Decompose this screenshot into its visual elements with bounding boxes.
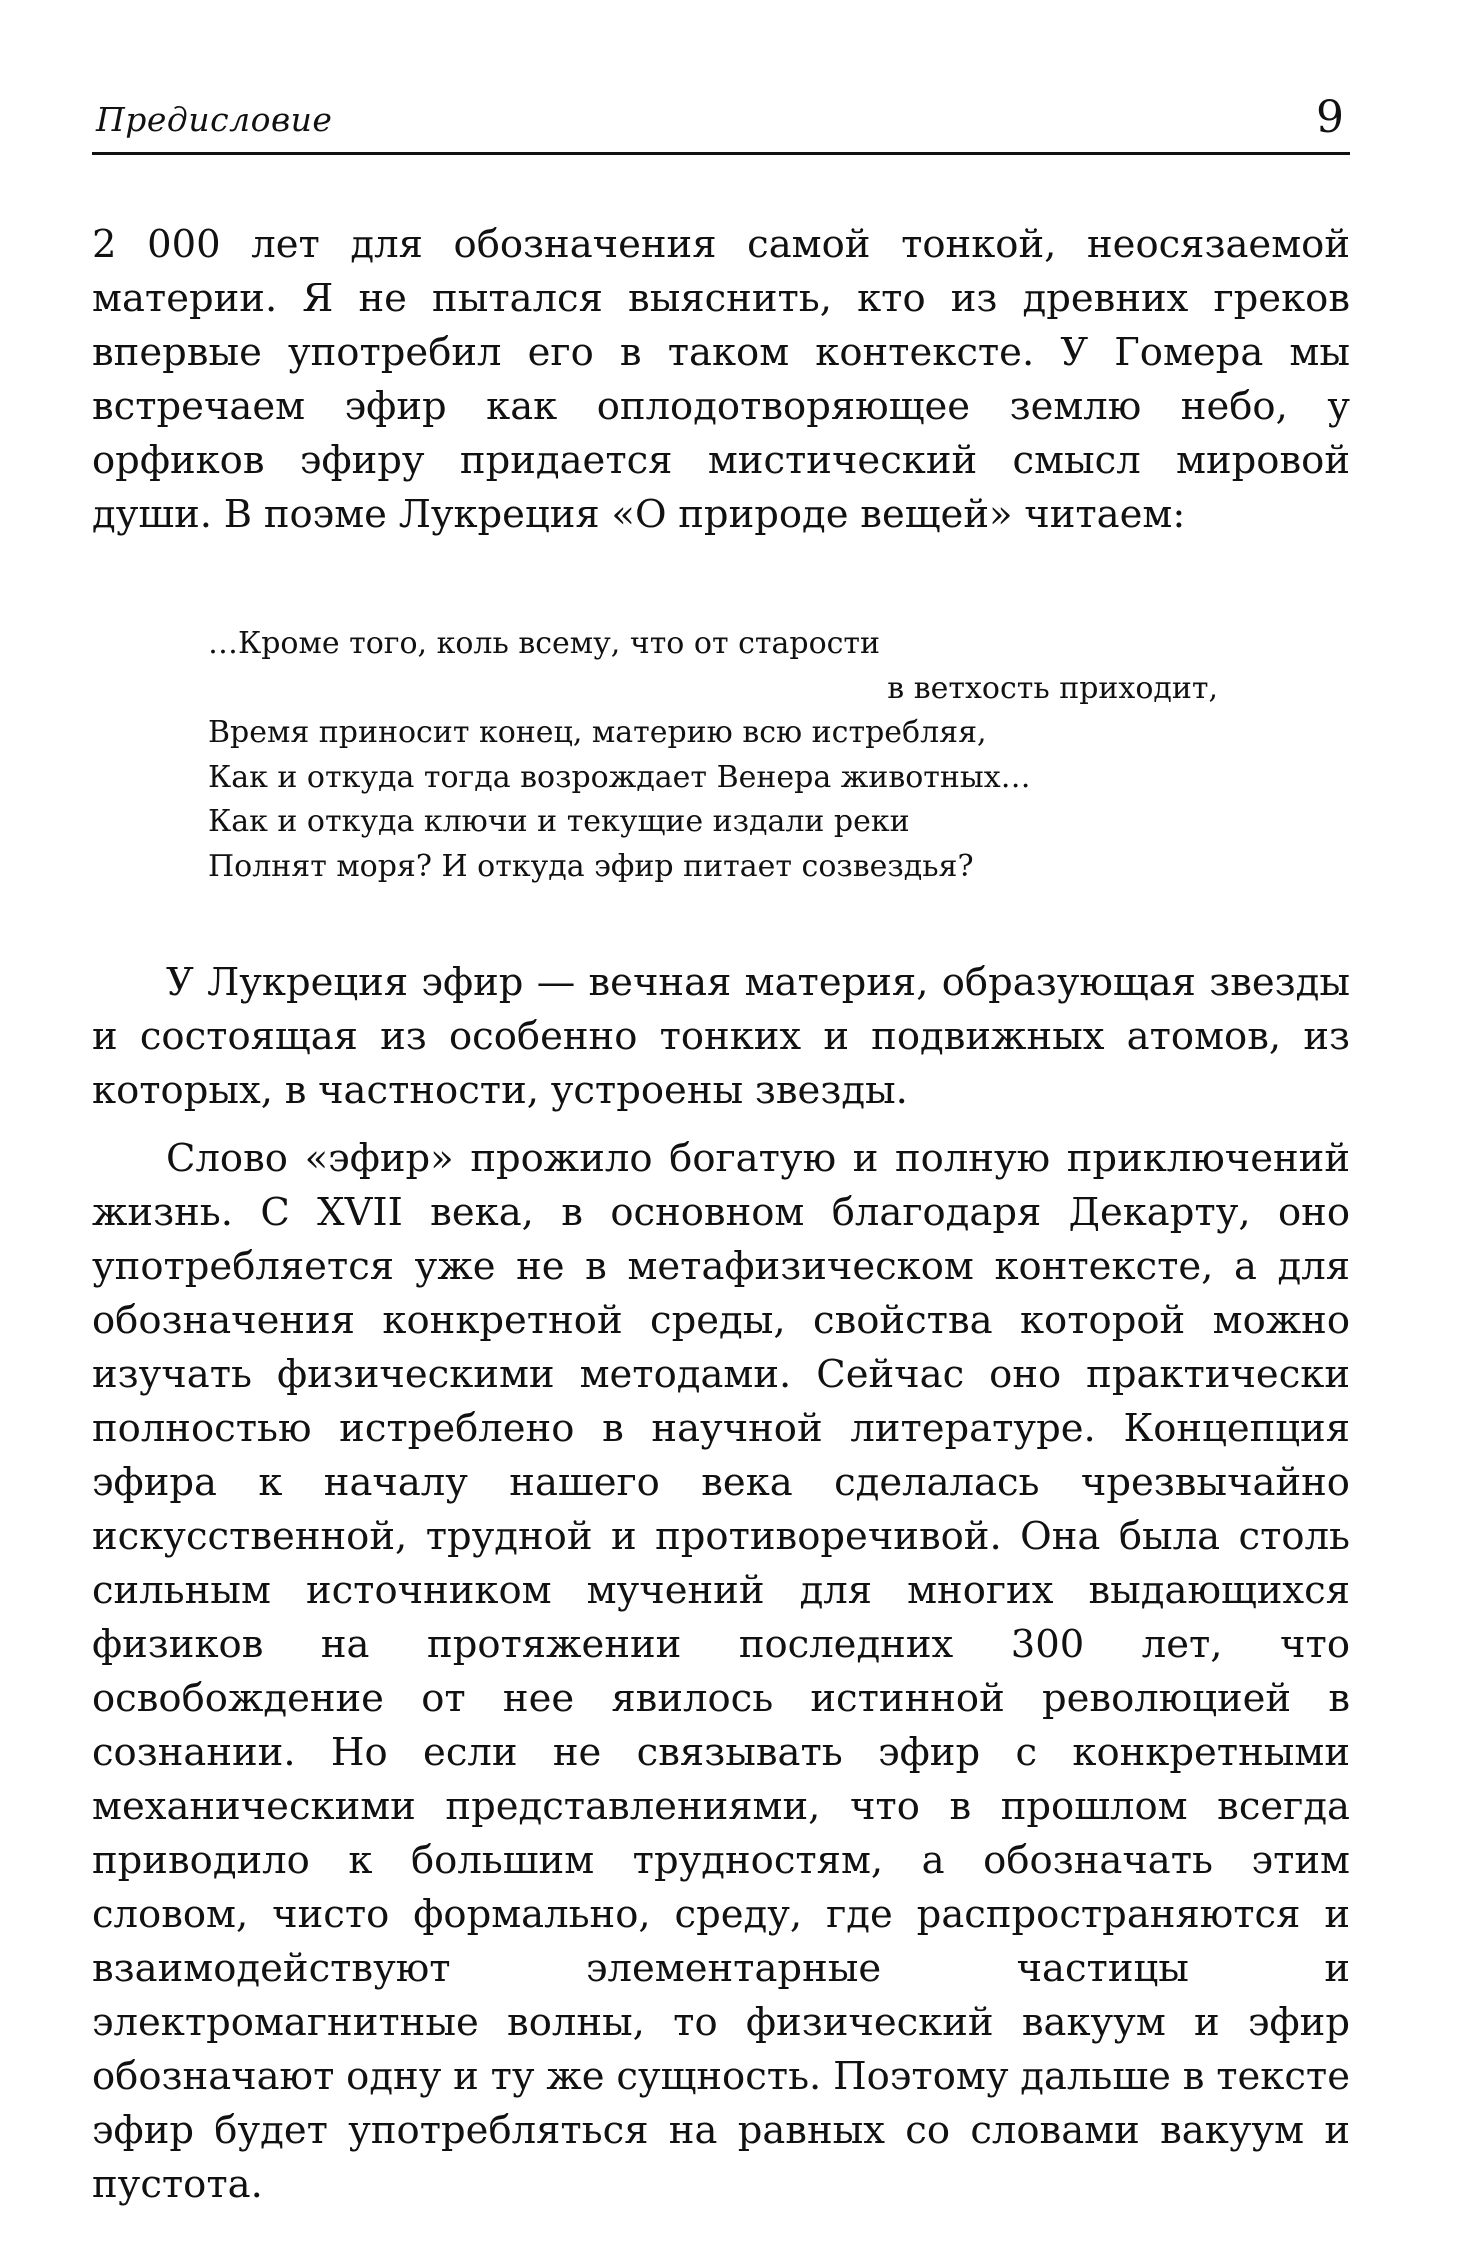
- verse-quote: [208, 622, 1218, 889]
- paragraph-intro: [92, 218, 1350, 542]
- paragraph-text: 2 000 лет для обозначения самой тонкой, неосязаемой материи. Я не пытался выяснить, кто из древних греков впервые употребил его в таком контексте. У Гомера мы встречаем эфир как оплодотворяющее землю небо, у орфиков эфиру придается мистический смысл мировой души. В поэме Лукреция «О природе вещей» читаем:: [92, 222, 1350, 537]
- verse-line: Как и откуда тогда возрождает Венера животных…: [208, 759, 1031, 795]
- page-number: 9: [1316, 92, 1344, 143]
- running-header: [92, 92, 1350, 155]
- verse-line: …Кроме того, коль всему, что от старости: [208, 626, 881, 661]
- book-page: [92, 0, 1350, 2267]
- verse-line-continuation: в ветхость приходит,: [887, 670, 1218, 706]
- verse-line: Время приносит конец, материю всю истребляя,: [208, 715, 987, 750]
- verse-line: Как и откуда ключи и текущие издали реки: [208, 804, 910, 839]
- verse-line: Полнят моря? И откуда эфир питает созвездья?: [208, 848, 974, 884]
- paragraph-lucretius: [92, 956, 1350, 1118]
- paragraph-ether-history: [92, 1132, 1350, 2212]
- running-title: Предисловие: [96, 100, 333, 139]
- paragraph-text: Слово «эфир» прожило богатую и полную приключений жизнь. С XVII века, в основном благодаря Декарту, оно употребляется уже не в метафизическом контексте, а для обозначения конкретной среды, свойства которой можно изучать физическими методами. Сейчас оно практически полностью истреблено в научной литературе. Концепция эфира к началу нашего века сделалась чрезвычайно искусственной, трудной и противоречивой. Она была столь сильным источником мучений для многих выдающихся физиков на протяжении последних 300 лет, что освобождение от нее явилось истинной революцией в сознании. Но если не связывать эфир с конкретными механическими представлениями, что в прошлом всегда приводило к большим трудностям, а обозначать этим словом, чисто формально, среду, где распространяются и взаимодействуют элементарные частицы и электромагнитные волны, то физический вакуум и эфир обозначают одну и ту же сущность. Поэтому дальше в тексте эфир будет употребляться на равных со словами вакуум и пустота.: [92, 1136, 1350, 2207]
- paragraph-text: У Лукреция эфир — вечная материя, образующая звезды и состоящая из особенно тонких и подвижных атомов, из которых, в частности, устроены звезды.: [92, 960, 1350, 1113]
